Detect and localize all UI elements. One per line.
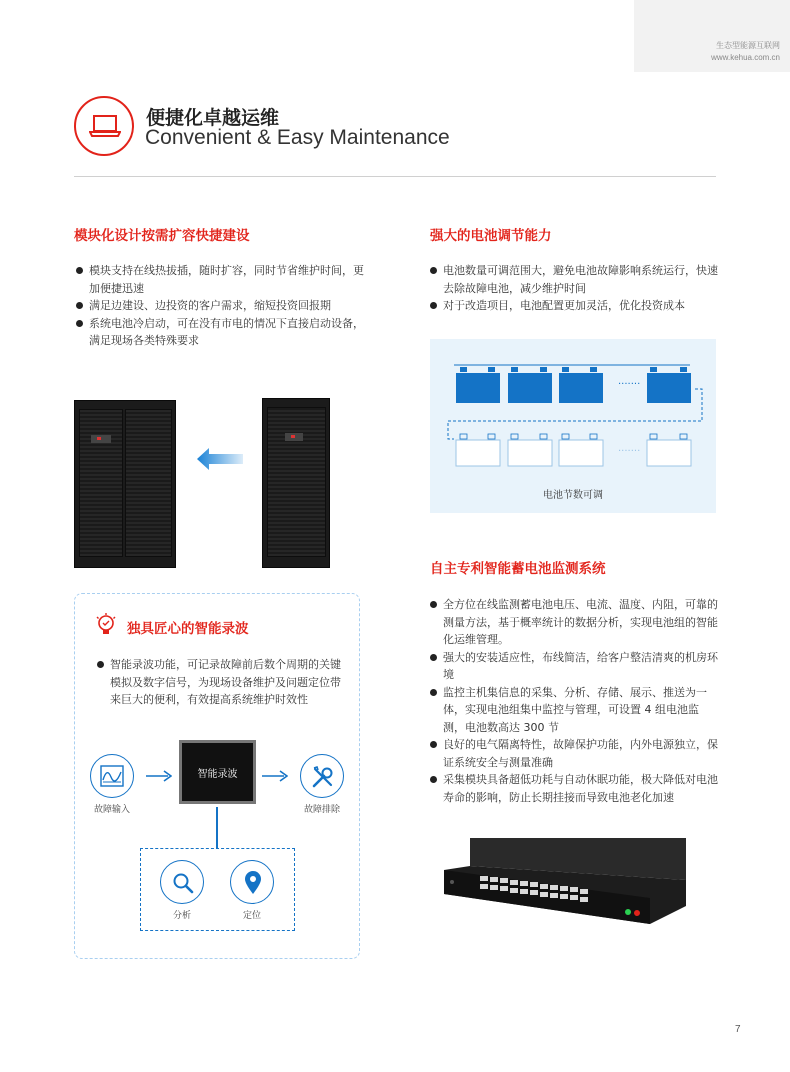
list-item: 智能录波功能，可记录故障前后数个周期的关键模拟及数字信号，为现场设备维护及问题定位带来巨大的便利，有效提高系统维护时效性: [97, 656, 347, 709]
monitor-host-device: [440, 836, 690, 928]
battery-diagram: [430, 339, 716, 479]
header-icon-circle: [74, 96, 134, 156]
ellipsis-bottom: ·······: [618, 446, 641, 457]
list-item: 采集模块具备超低功耗与自动休眠功能，极大降低对电池寿命的影响，防止长期挂接而导致电池老化加速: [430, 771, 720, 806]
list-item: 模块支持在线热拔插，随时扩容，同时节省维护时间，更加便捷迅速: [76, 262, 366, 297]
top-tab: [634, 0, 790, 72]
header-divider: [74, 176, 716, 177]
battery-adjust-title: 强大的电池调节能力: [430, 228, 552, 244]
locate-circle: [230, 860, 274, 904]
location-pin-icon: [244, 870, 262, 895]
locate-label: 定位: [242, 911, 261, 921]
list-item: 监控主机集信息的采集、分析、存储、展示、推送为一体，实现电池组集中监控与管理，可设置 4 组电池监测，电池数高达 300 节: [430, 684, 720, 737]
lightbulb-icon: [95, 613, 117, 637]
fault-input-circle: [90, 754, 134, 798]
modular-title: 模块化设计按需扩容快捷建设: [74, 228, 250, 244]
list-item: 全方位在线监测蓄电池电压、电流、温度、内阻，可靠的测量方法，基于概率统计的数据分析，实现电池组的智能化运维管理。: [430, 596, 720, 649]
analyze-circle: [160, 860, 204, 904]
recorder-list: [97, 656, 347, 709]
list-item: 对于改造项目，电池配置更加灵活，优化投资成本: [430, 297, 720, 315]
page-title: 便捷化卓越运维: [146, 107, 280, 129]
modular-list: [76, 262, 366, 350]
brand-url: www.kehua.com.cn: [711, 53, 780, 62]
connector-line: [216, 807, 218, 848]
list-item: 电池数量可调范围大，避免电池故障影响系统运行，快速去除故障电池，减少维护时间: [430, 262, 720, 297]
laptop-icon: [89, 115, 121, 137]
rack-cabinet-small: [262, 398, 330, 568]
magnifier-icon: [171, 871, 195, 895]
page-subtitle: Convenient & Easy Maintenance: [145, 126, 450, 149]
tools-icon: [311, 765, 335, 789]
arrow-right-icon: [262, 770, 288, 782]
smart-recorder-label: 智能录波: [197, 769, 238, 780]
list-item: 良好的电气隔离特性，故障保护功能，内外电源独立，保证系统安全与测量准确: [430, 736, 720, 771]
monitor-title: 自主专利智能蓄电池监测系统: [430, 561, 606, 577]
battery-adjust-list: [430, 262, 720, 315]
list-item: 强大的安装适应性，布线简洁，给客户整洁清爽的机房环境: [430, 649, 720, 684]
list-item: 系统电池冷启动，可在没有市电的情况下直接启动设备，满足现场各类特殊要求: [76, 315, 366, 350]
battery-diagram-panel: [430, 339, 716, 513]
monitor-list: [430, 596, 720, 806]
brand-slogan: 生态型能源互联网: [716, 41, 780, 50]
arrow-right-icon: [146, 770, 172, 782]
ellipsis-top: ·······: [618, 379, 641, 390]
battery-caption: 电池节数可调: [543, 490, 603, 501]
page-number: 7: [735, 1024, 741, 1035]
arrow-left-icon: [197, 446, 243, 476]
fault-clear-label: 故障排除: [303, 805, 340, 815]
rack-cabinet-large: [74, 400, 176, 568]
list-item: 满足边建设、边投资的客户需求，缩短投资回报期: [76, 297, 366, 315]
analyze-label: 分析: [172, 911, 191, 921]
fault-clear-circle: [300, 754, 344, 798]
fault-input-label: 故障输入: [93, 805, 130, 815]
waveform-icon: [100, 765, 124, 787]
smart-recorder-box: [179, 740, 256, 804]
recorder-title: 独具匠心的智能录波: [127, 621, 249, 637]
